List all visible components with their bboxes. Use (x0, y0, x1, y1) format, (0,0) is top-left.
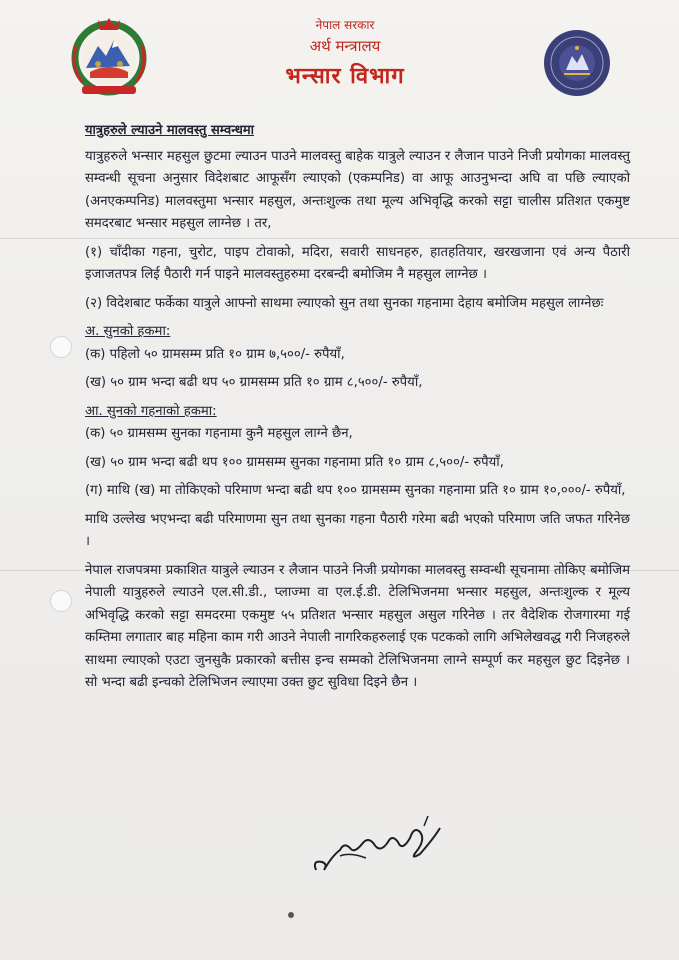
gold-rate-ka: (क) पहिलो ५० ग्रामसम्म प्रति १० ग्राम ७,५००/- रुपैयाँ, (85, 346, 345, 362)
confiscation-paragraph: माथि उल्लेख भएभन्दा बढी परिमाणमा सुन तथा सुनका गहना पैठारी गरेमा बढी भएको परिमाण जति जफत गरिनेछ । (85, 511, 630, 549)
gold-subheading: अ. सुनको हकमा: (85, 324, 171, 339)
header-line-2: अर्थ मन्त्रालय (309, 37, 381, 55)
header-line-1: नेपाल सरकार (315, 18, 375, 32)
gold-rate-kha: (ख) ५० ग्राम भन्दा बढी थप ५० ग्रामसम्म प्रति १० ग्राम ८,५००/- रुपैयाँ, (85, 375, 423, 390)
punch-hole (50, 336, 72, 358)
television-paragraph: नेपाल राजपत्रमा प्रकाशित यात्रुले ल्याउन र लैजान पाउने निजी प्रयोगका मालवस्तु सम्वन्धी सूचनामा तोकिए बमोजिम नेपाली यात्रुहरुले ल्याउने एल.सी.डी., प्लाज्मा वा एल.ई.डी. टेलिभिजनमा भन्सार महसुल, अन्तःशुल्क र मूल्य अभिवृद्धि करको सट्टा समदरमा एकमुष्ट ५५ प्रतिशत भन्सार महसुल असुल गरिनेछ । तर वैदेशिक रोजगारमा गई कम्तिमा लगातार बाह महिना काम गरी आउने नेपाली नागरिकहरुलाई एक पटकको लागि अभिलेखवद्ध गरी निजहरुले साथमा ल्याएको एउटा जुनसुकै प्रकारको बत्तीस इन्च सम्मको टेलिभिजनमा लाग्ने सम्पूर्ण कर महसुल छुट दिइनेछ । सो भन्दा बढी इन्चको टेलिभिजन ल्याएमा उक्त छुट सुविधा दिइने छैन । (85, 562, 630, 690)
letterhead (60, 10, 630, 110)
intro-paragraph: यात्रुहरुले भन्सार महसुल छुटमा ल्याउन पाउने मालवस्तु बाहेक यात्रुले ल्याउन र लैजान पाउने निजी प्रयोगका मालवस्तु सम्वन्धी सूचना अनुसार विदेशबाट आफूसँग ल्याएको (एकम्पनिड) वा आफू आउनुभन्दा अघि वा पछि ल्याएको (अनएकम्पनिड) मालवस्तुमा भन्सार महसुल, अन्तःशुल्क तथा मूल्य अभिवृद्धि करको सट्टा चालीस प्रतिशत एकमुष्ट समदरबाट भन्सार महसुल लाग्नेछ । तर, (85, 148, 630, 231)
header-line-3: भन्सार विभाग (285, 64, 405, 89)
signature-icon (310, 808, 450, 888)
punch-hole (50, 590, 72, 612)
clause-1: (१) चाँदीका गहना, चुरोट, पाइप टोवाको, मदिरा, सवारी साधनहरु, हातहतियार, खरखजाना एवं अन्य पैठारी इजाजतपत्र लिई पैठारी गर्न पाइने मालवस्तुहरुमा दरबन्दी बमोजिम नै महसुल लाग्नेछ । (85, 244, 630, 282)
ink-dot (288, 912, 294, 918)
clause-2: (२) विदेशबाट फर्केका यात्रुले आफ्नो साथमा ल्याएको सुन तथा सुनका गहनामा देहाय बमोजिम महसुल लाग्नेछः (85, 295, 604, 311)
jewellery-rate-kha: (ख) ५० ग्राम भन्दा बढी थप १०० ग्रामसम्म सुनका गहनामा प्रति १० ग्राम ८,५००/- रुपैयाँ, (85, 454, 504, 470)
jewellery-rate-ga: (ग) माथि (ख) मा तोकिएको परिमाण भन्दा बढी थप १०० ग्रामसम्म सुनका गहनामा प्रति १० ग्राम १०,०००/- रुपैयाँ, (85, 483, 626, 498)
nepal-customs-seal-icon (542, 28, 612, 98)
jewellery-subheading: आ. सुनको गहनाको हकमा: (85, 403, 217, 419)
notice-title: यात्रुहरुले ल्याउने मालवस्तु सम्वन्धमा (85, 123, 254, 138)
jewellery-rate-ka: (क) ५० ग्रामसम्म सुनका गहनामा कुनै महसुल लाग्ने छैन, (85, 426, 353, 441)
notice-body (85, 120, 630, 701)
